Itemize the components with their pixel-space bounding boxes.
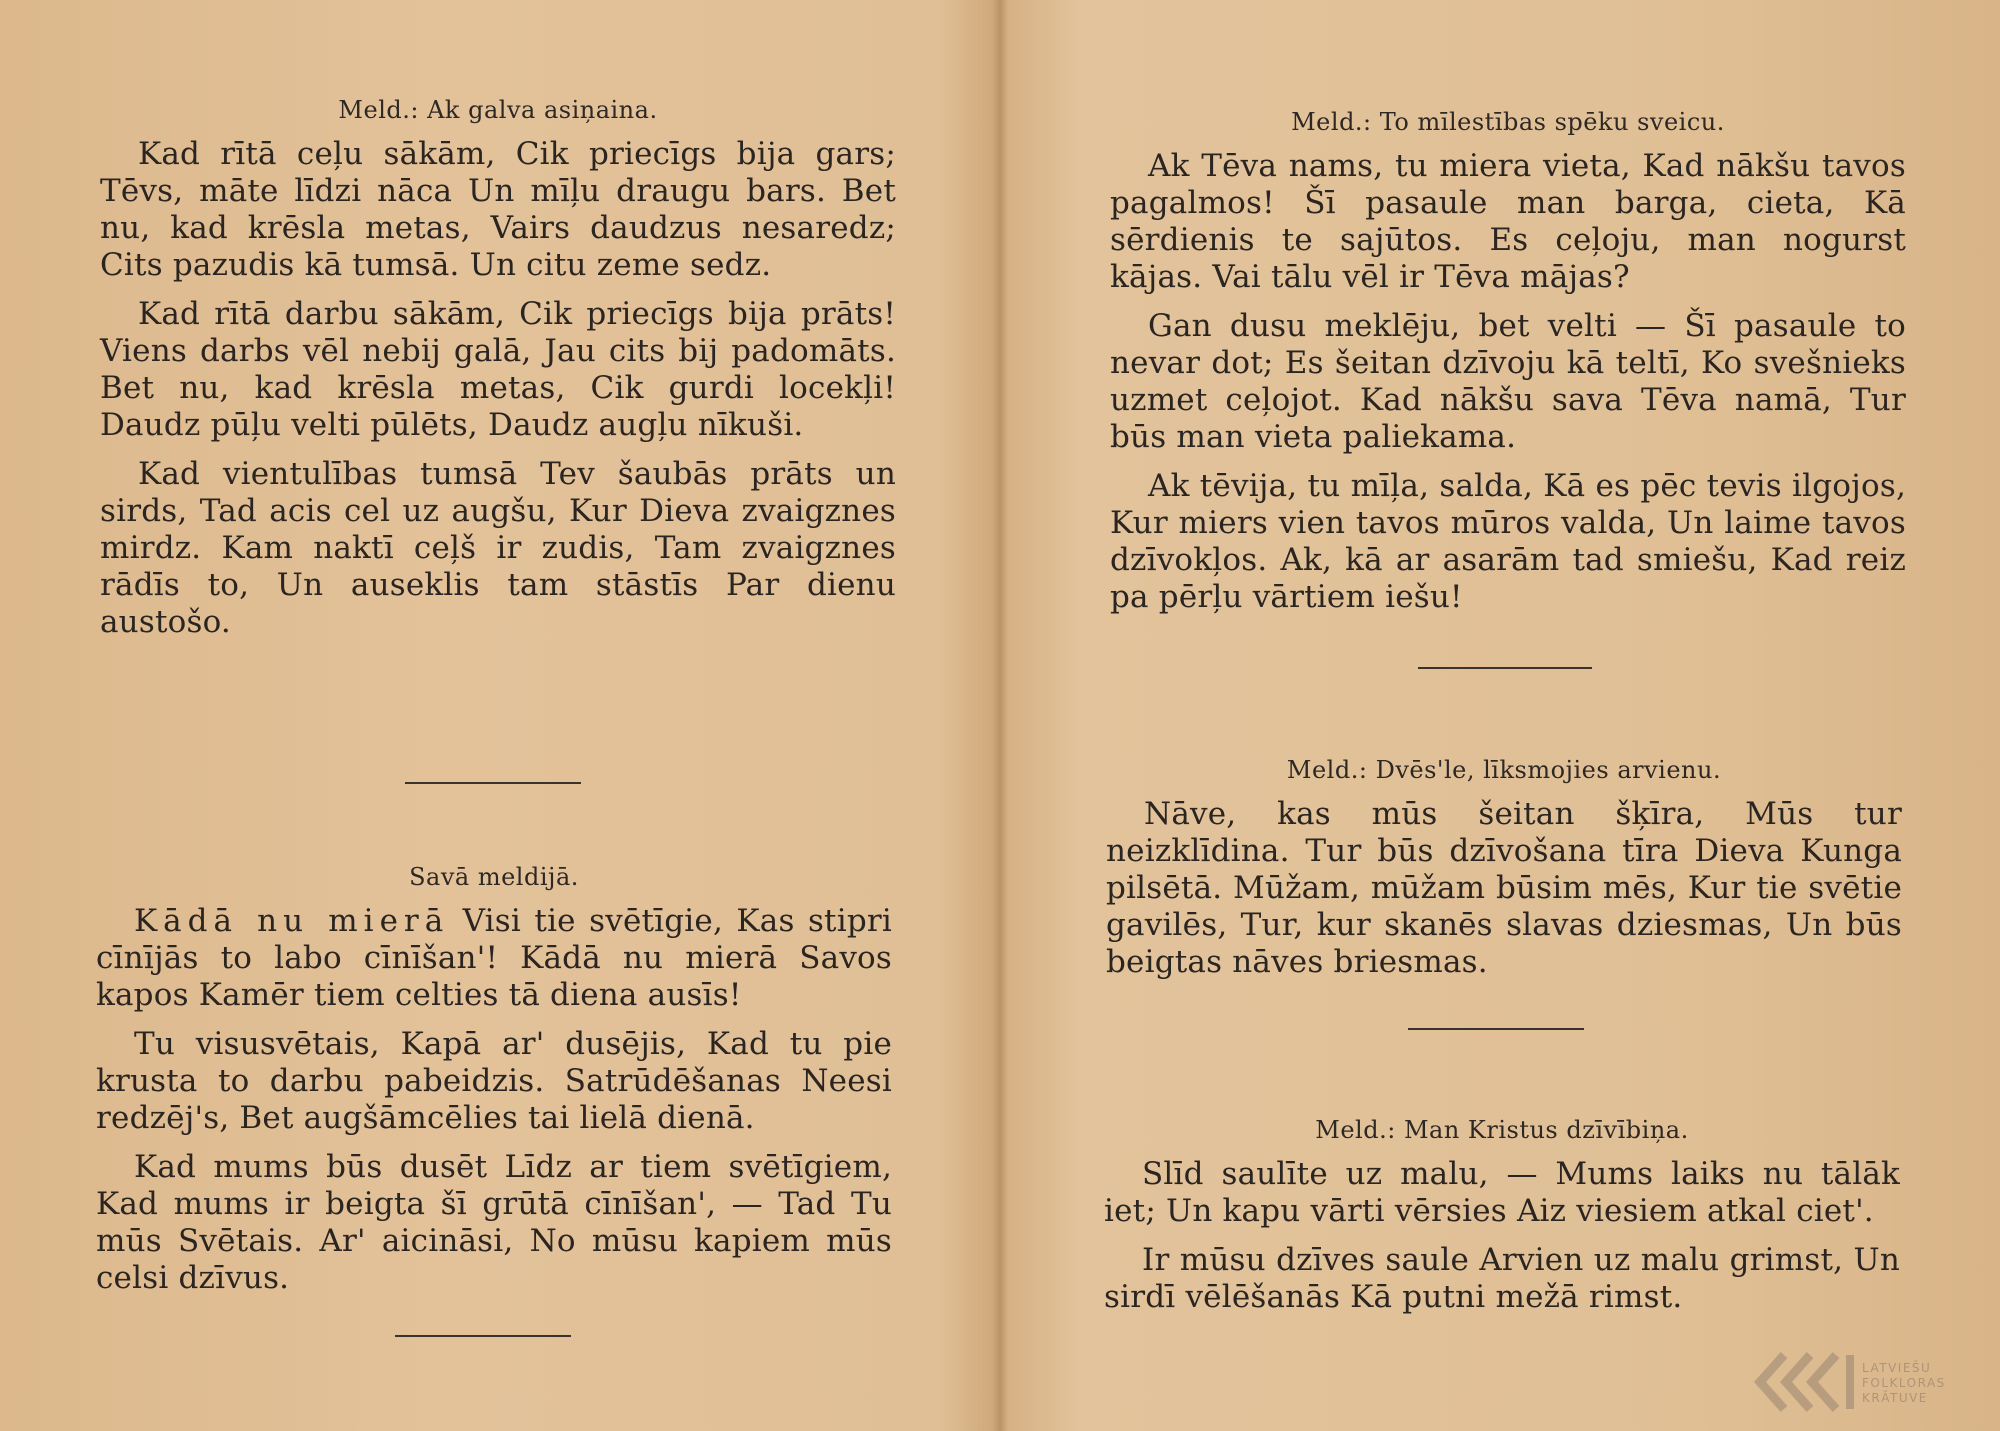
melody-prefix: Meld.: xyxy=(1315,1116,1396,1144)
hymn-slid-saulite xyxy=(1104,1116,1900,1328)
melody-line xyxy=(1106,756,1902,784)
hymn-sava-meldija xyxy=(96,863,892,1309)
melody-line xyxy=(1110,108,1906,136)
stanza: Kad rītā ceļu sākām, Cik priecīgs bija gars; Tēvs, māte līdzi nāca Un mīļu draugu bars. Bet nu, kad krēsla metas, Vairs daudzus nesaredz; Cits pazudis kā tumsā. Un citu zeme sedz. xyxy=(100,136,896,283)
stanza: Tu visusvētais, Kapā ar' dusējis, Kad tu pie krusta to darbu pabeidzis. Satrūdēšanas Neesi redzēj's, Bet augšāmcēlies tai lielā dienā. xyxy=(96,1026,892,1136)
melody-prefix: Meld.: xyxy=(1286,756,1368,784)
melody-prefix: Meld.: xyxy=(338,96,419,124)
hymn-ak-teva-nams xyxy=(1110,108,1906,628)
melody-title: Man Kristus dzīvībiņa. xyxy=(1403,1116,1689,1144)
stanza xyxy=(96,903,892,1014)
watermark-line: FOLKLORAS xyxy=(1862,1376,1946,1390)
melody-line: Savā meldijā. xyxy=(409,863,579,891)
watermark-line: KRĀTUVE xyxy=(1862,1391,1928,1405)
section-divider xyxy=(405,782,581,784)
right-page xyxy=(1000,0,2000,1431)
section-divider xyxy=(1418,667,1592,669)
hymn-ak-galva xyxy=(100,96,896,653)
section-divider xyxy=(395,1335,571,1337)
stanza: Ak tēvija, tu mīļa, salda, Kā es pēc tevis ilgojos, Kur miers vien tavos mūros valda, Un laime tavos dzīvokļos. Ak, kā ar asarām tad smiešu, Kad reiz pa pērļu vārtiem iešu! xyxy=(1110,468,1906,615)
stanza: Kad vientulības tumsā Tev šaubās prāts un sirds, Tad acis cel uz augšu, Kur Dieva zvaigznes mirdz. Kam naktī ceļš ir zudis, Tam zvaigznes rādīs to, Un auseklis tam stāstīs Par dienu austošo. xyxy=(100,456,896,640)
melody-title: Ak galva asiņaina. xyxy=(427,96,658,124)
melody-line xyxy=(100,96,896,124)
melody-title: To mīlestības spēku sveicu. xyxy=(1379,108,1725,136)
stanza: Kad rītā darbu sākām, Cik priecīgs bija prāts! Viens darbs vēl nebij galā, Jau cits bij padomāts. Bet nu, kad krēsla metas, Cik gurdi locekļi! Daudz pūļu velti pūlēts, Daudz augļu nīkuši. xyxy=(100,296,896,443)
archive-watermark xyxy=(1754,1347,1980,1417)
stanza: Kad mums būs dusēt Līdz ar tiem svētīgiem, Kad mums ir beigta šī grūtā cīnīšan', — Tad Tu mūs Svētais. Ar' aicināsi, No mūsu kapiem mūs celsi dzīvus. xyxy=(96,1149,892,1296)
stanza: Ir mūsu dzīves saule Arvien uz malu grimst, Un sirdī vēlēšanās Kā putni mežā rimst. xyxy=(1104,1242,1900,1315)
archive-logo-icon xyxy=(1754,1351,1858,1413)
hymn-nave xyxy=(1106,756,1902,993)
melody-prefix: Meld.: xyxy=(1291,108,1372,136)
melody-title: Dvēs'le, līksmojies arvienu. xyxy=(1375,756,1722,784)
stanza: Slīd saulīte uz malu, — Mums laiks nu tālāk iet; Un kapu vārti vērsies Aiz viesiem atkal ciet'. xyxy=(1104,1156,1900,1229)
watermark-line: LATVIEŠU xyxy=(1862,1361,1932,1375)
stanza-text: Visi tie svētīgie, Kas stipri cīnījās to labo cīnīšan'! Kādā nu mierā Savos kapos Kamēr tiem celties tā diena ausīs! xyxy=(96,903,893,1013)
stanza: Nāve, kas mūs šeitan šķīra, Mūs tur neizklīdina. Tur būs dzīvošana tīra Dieva Kunga pilsētā. Mūžam, mūžam būsim mēs, Kur tie svētie gavilēs, Tur, kur skanēs slavas dziesmas, Un būs beigtas nāves briesmas. xyxy=(1106,796,1902,980)
stanza: Ak Tēva nams, tu miera vieta, Kad nākšu tavos pagalmos! Šī pasaule man barga, cieta, Kā sērdienis te sajūtos. Es ceļoju, man nogurst kājas. Vai tālu vēl ir Tēva mājas? xyxy=(1110,148,1906,295)
melody-line xyxy=(1104,1116,1900,1144)
section-divider xyxy=(1408,1028,1584,1030)
stanza: Gan dusu meklēju, bet velti — Šī pasaule to nevar dot; Es šeitan dzīvoju kā teltī, Ko svešnieks uzmet ceļojot. Kad nākšu sava Tēva namā, Tur būs man vieta paliekama. xyxy=(1110,308,1906,455)
stanza-spaced-opening: Kādā nu mierā xyxy=(134,903,450,939)
